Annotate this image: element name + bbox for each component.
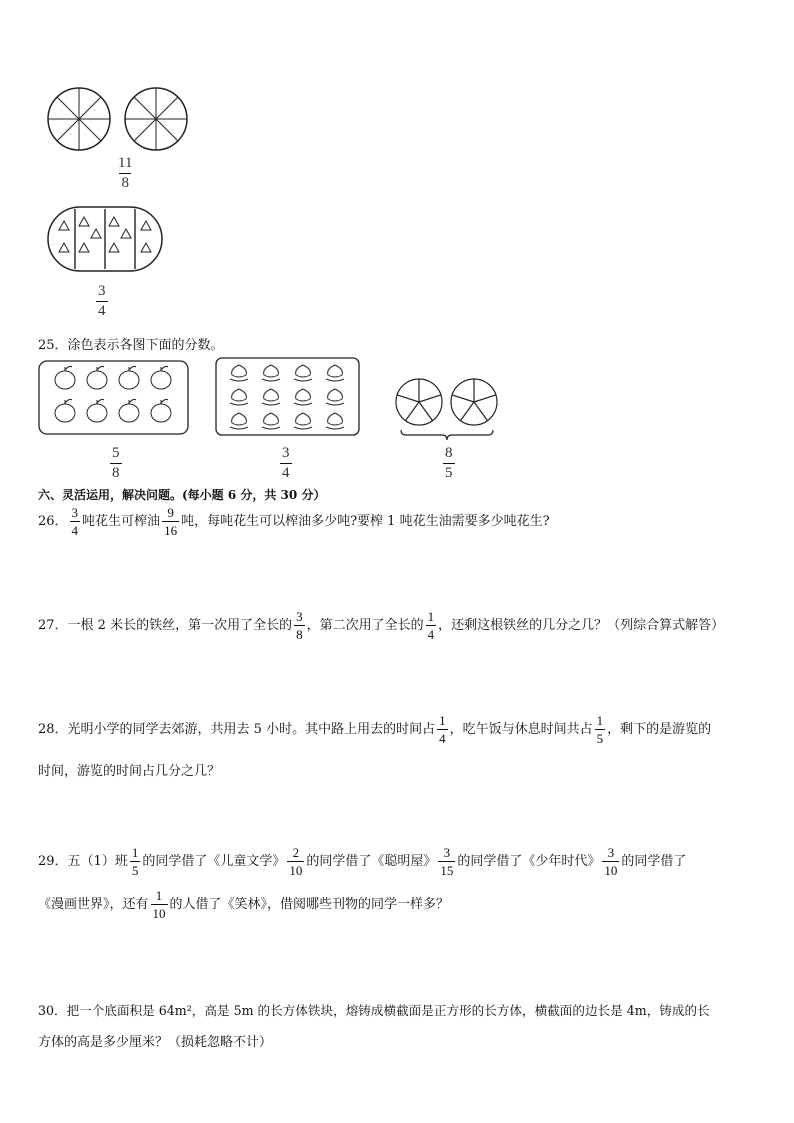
q26-fraction-1: $\frac{3}{4}$ — [71, 505, 79, 538]
q24-fraction-1: $\frac{11}{8}$ — [118, 155, 133, 191]
q29-fraction-5: $\frac{1}{10}$ — [152, 888, 166, 921]
q28-fraction-1: $\frac{1}{4}$ — [439, 713, 446, 746]
circle-eighths-2 — [121, 84, 191, 154]
question-29-line-2 — [38, 889, 449, 920]
q27-fraction-1: $\frac{3}{8}$ — [296, 609, 303, 642]
q26-text-1: 吨花生可榨油 — [82, 514, 161, 529]
question-30-line-2: 方体的高是多少厘米？（损耗忽略不计） — [38, 1035, 273, 1050]
q29-fraction-1: $\frac{1}{5}$ — [131, 845, 139, 878]
q28-text-1: 28．光明小学的同学去郊游，共用去 5 小时。其中路上用去的时间占 — [38, 722, 436, 737]
question-27 — [38, 610, 724, 641]
q26-text-2: 吨，每吨花生可以榨油多少吨?要榨 1 吨花生油需要多少吨花生? — [181, 514, 550, 529]
q25-fraction-3: $\frac{8}{5}$ — [445, 445, 453, 481]
q29-text-5: 的同学借了 — [621, 854, 687, 869]
question-30-line-1: 30．把一个底面积是 64m²，高是 5m 的长方体铁块，熔铸成横截面是正方形的长方体，横截面的边长是 4m，铸成的长 — [38, 1003, 710, 1018]
q25-title: 25．涂色表示各图下面的分数。 — [38, 338, 224, 353]
peach-box — [215, 357, 361, 437]
q25-fraction-1: $\frac{5}{8}$ — [112, 445, 120, 481]
q27-fraction-2: $\frac{1}{4}$ — [427, 609, 435, 642]
triangle-capsule — [46, 205, 166, 275]
q28-text-2: ，吃午饭与休息时间共占 — [449, 722, 593, 737]
q29-fraction-2: $\frac{2}{10}$ — [289, 845, 303, 878]
circle-fifths-pair — [394, 374, 500, 444]
section-heading: 六、灵活运用，解决问题。(每小题 6 分，共 30 分） — [38, 488, 326, 502]
q24-fraction-2: $\frac{3}{4}$ — [98, 283, 106, 319]
q26-fraction-2: $\frac{9}{16}$ — [164, 505, 178, 538]
q27-text-1: 27．一根 2 米长的铁丝，第一次用了全长的 — [38, 618, 293, 633]
question-28-line-2: 时间，游览的时间占几分之几？ — [38, 764, 221, 779]
q29-fraction-4: $\frac{3}{10}$ — [604, 845, 618, 878]
q29-text-2: 的同学借了《儿童文学》 — [142, 854, 286, 869]
circle-eighths-1 — [44, 84, 114, 154]
q29-fraction-3: $\frac{3}{15}$ — [440, 845, 454, 878]
q26-number: 26． — [38, 514, 68, 529]
q27-text-3: ，还剩这根铁丝的几分之几？（列综合算式解答） — [438, 618, 725, 633]
question-28-line-1 — [38, 714, 711, 745]
question-26 — [38, 506, 550, 537]
apple-box — [38, 360, 190, 436]
q29-text-1: 29．五（1）班 — [38, 854, 128, 869]
q25-fraction-2: $\frac{3}{4}$ — [282, 445, 290, 481]
q29-text-6: 《漫画世界》，还有 — [38, 897, 149, 912]
q29-text-4: 的同学借了《少年时代》 — [457, 854, 601, 869]
q29-text-3: 的同学借了《聪明屋》 — [306, 854, 437, 869]
q29-text-7: 的人借了《笑林》，借阅哪些刊物的同学一样多？ — [169, 897, 450, 912]
question-29-line-1 — [38, 846, 686, 877]
q28-text-3: ，剩下的是游览的 — [607, 722, 712, 737]
q27-text-2: ，第二次用了全长的 — [306, 618, 424, 633]
q28-fraction-2: $\frac{1}{5}$ — [596, 713, 604, 746]
